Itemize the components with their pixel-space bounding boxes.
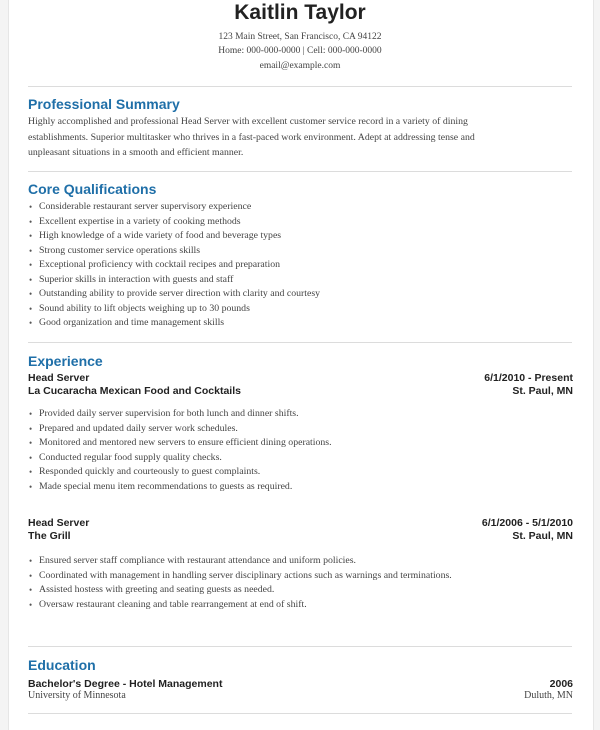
list-item: • Strong customer service operations skills bbox=[28, 244, 320, 259]
contact-phones: Home: 000-000-0000 | Cell: 000-000-0000 bbox=[218, 46, 382, 56]
contact-address: 123 Main Street, San Francisco, CA 94122 bbox=[218, 32, 382, 42]
job-2-title-row bbox=[28, 516, 573, 530]
list-item: • Outstanding ability to provide server direction with clarity and courtesy bbox=[28, 287, 320, 302]
summary-heading: Professional Summary bbox=[28, 96, 180, 112]
section-divider bbox=[28, 713, 572, 714]
list-item: • Provided daily server supervision for both lunch and dinner shifts. bbox=[28, 407, 332, 422]
list-item: • Assisted hostess with greeting and seating guests as needed. bbox=[28, 583, 452, 598]
job-2-company-row bbox=[28, 529, 573, 543]
list-item: • Responded quickly and courteously to guest complaints. bbox=[28, 465, 332, 480]
list-item: • Exceptional proficiency with cocktail recipes and preparation bbox=[28, 258, 320, 273]
summary-line: unpleasant situations in a smooth and efficient manner. bbox=[28, 147, 244, 158]
job-role: Head Server bbox=[28, 517, 90, 529]
list-item: • Monitored and mentored new servers to ensure efficient dining operations. bbox=[28, 436, 332, 451]
page-edge-left bbox=[0, 0, 9, 730]
education-year: 2006 bbox=[549, 678, 573, 690]
list-item: • High knowledge of a wide variety of food and beverage types bbox=[28, 229, 320, 244]
job-1-title-row bbox=[28, 371, 573, 385]
list-item: • Ensured server staff compliance with restaurant attendance and uniform policies. bbox=[28, 554, 452, 569]
section-divider bbox=[28, 342, 572, 343]
job-dates: 6/1/2010 - Present bbox=[484, 372, 573, 384]
section-divider bbox=[28, 646, 572, 647]
job-1-duties bbox=[28, 407, 332, 494]
job-role: Head Server bbox=[28, 372, 90, 384]
job-company: La Cucaracha Mexican Food and Cocktails bbox=[28, 385, 241, 397]
job-location: St. Paul, MN bbox=[512, 530, 573, 542]
job-company: The Grill bbox=[28, 530, 71, 542]
section-divider bbox=[28, 86, 572, 87]
experience-heading: Experience bbox=[28, 353, 103, 369]
education-school-row bbox=[28, 689, 573, 703]
candidate-name: Kaitlin Taylor bbox=[234, 1, 366, 24]
list-item: • Excellent expertise in a variety of cooking methods bbox=[28, 215, 320, 230]
job-1-company-row bbox=[28, 384, 573, 398]
education-degree: Bachelor's Degree - Hotel Management bbox=[28, 678, 223, 690]
job-location: St. Paul, MN bbox=[512, 385, 573, 397]
qualifications-list bbox=[28, 200, 320, 331]
list-item: • Made special menu item recommendations to guests as required. bbox=[28, 480, 332, 495]
summary-text bbox=[28, 114, 573, 161]
list-item: • Sound ability to lift objects weighing up to 30 pounds bbox=[28, 302, 320, 317]
list-item: • Prepared and updated daily server work schedules. bbox=[28, 422, 332, 437]
list-item: • Coordinated with management in handling server disciplinary actions such as warnings and terminations. bbox=[28, 569, 452, 584]
job-dates: 6/1/2006 - 5/1/2010 bbox=[481, 517, 573, 529]
list-item: • Superior skills in interaction with guests and staff bbox=[28, 273, 320, 288]
section-divider bbox=[28, 171, 572, 172]
education-location: Duluth, MN bbox=[524, 690, 573, 701]
education-heading: Education bbox=[28, 657, 96, 673]
contact-email: email@example.com bbox=[259, 61, 341, 71]
job-2-duties bbox=[28, 554, 452, 612]
list-item: • Considerable restaurant server supervisory experience bbox=[28, 200, 320, 215]
summary-line: Highly accomplished and professional Head Server with excellent customer service record in a variety of dining bbox=[28, 116, 468, 127]
qualifications-heading: Core Qualifications bbox=[28, 181, 157, 197]
list-item: • Oversaw restaurant cleaning and table rearrangement at end of shift. bbox=[28, 598, 452, 613]
page-edge-right bbox=[593, 0, 600, 730]
education-school: University of Minnesota bbox=[28, 690, 126, 701]
summary-line: establishments. Superior multitasker who thrives in a fast-paced work environment. Adept at addressing tense and bbox=[28, 131, 475, 143]
list-item: • Good organization and time management skills bbox=[28, 316, 320, 331]
list-item: • Conducted regular food supply quality checks. bbox=[28, 451, 332, 466]
